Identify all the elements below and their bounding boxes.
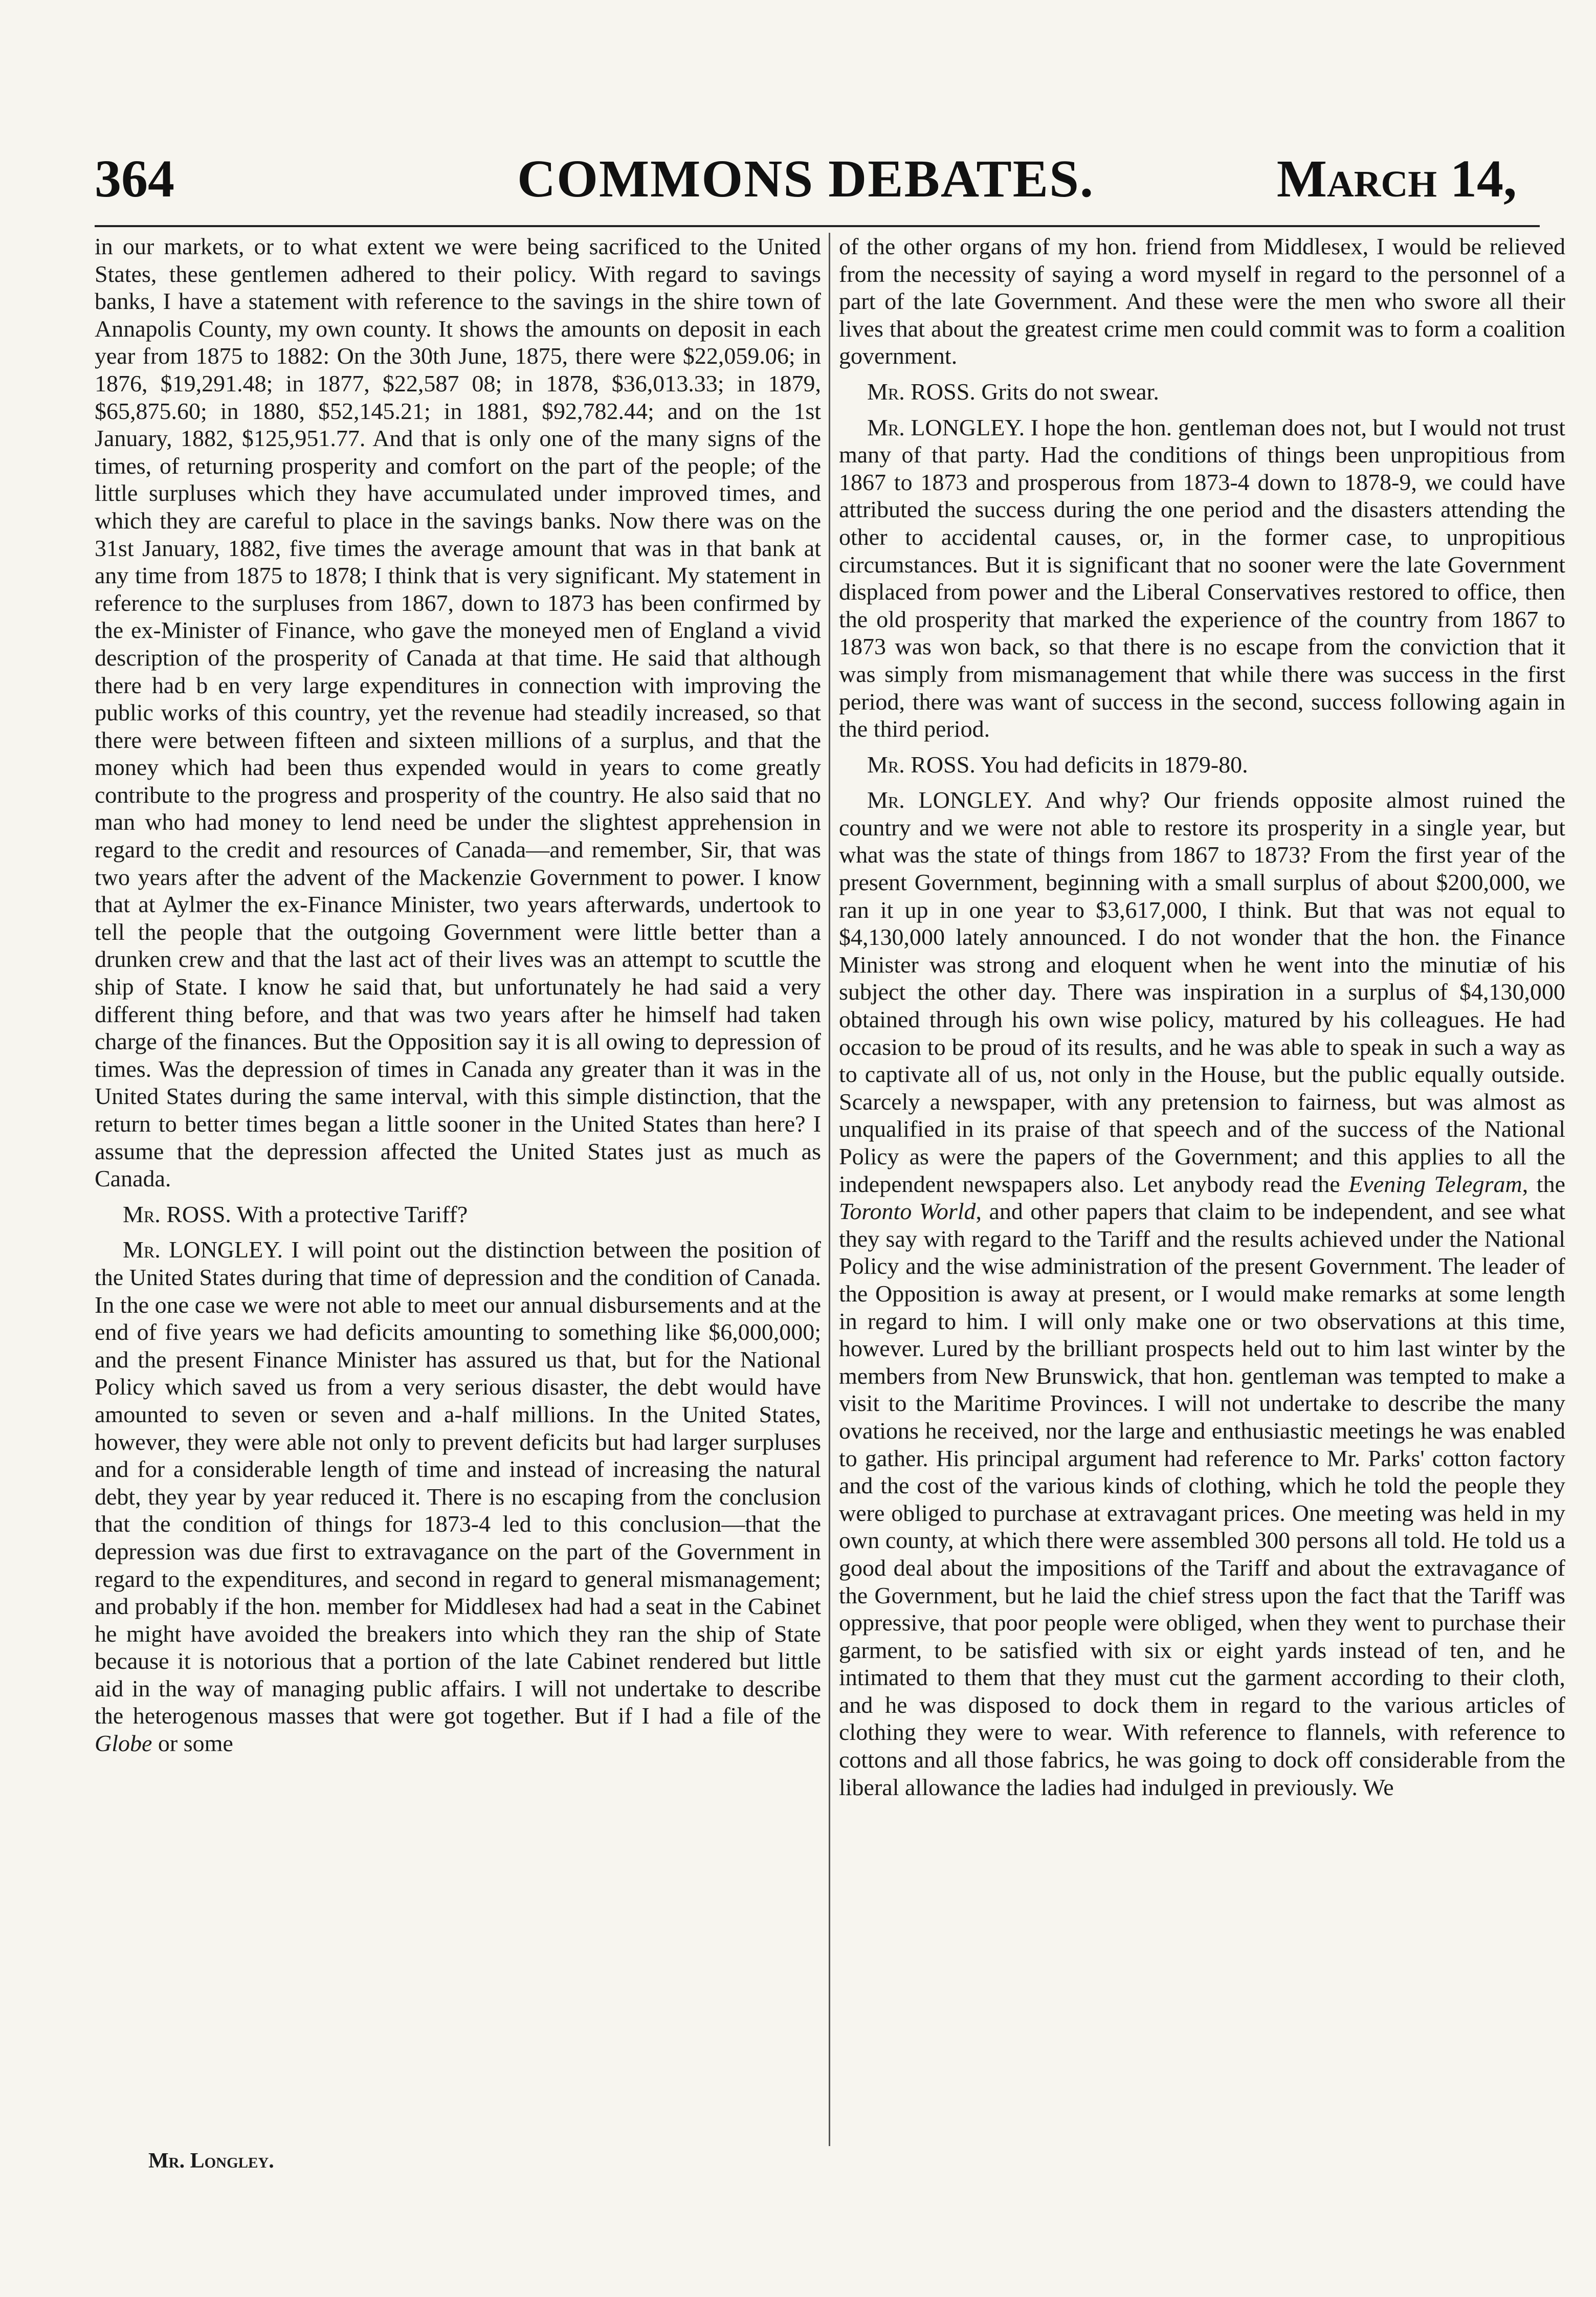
header-rule	[95, 225, 1540, 227]
right-column	[839, 233, 1565, 1801]
left-column	[95, 233, 821, 1757]
speech-text: , and other papers that claim to be independent, and see what they say with regard to the Tariff and the results achieved under the National Policy and the wise administration of the present Government. The leader of the Opposition is away at present, or I would make remarks at some length in regard to him. I will only make one or two observations at this time, however. Lured by the brilliant prospects held out to him last winter by the members from New Brunswick, that hon. gentleman was tempted to make a visit to the Maritime Provinces. I will not undertake to describe the many ovations he received, nor the large and enthusiastic meetings he was enabled to gather. His principal argument had reference to Mr. Parks' cotton factory and the cost of the various kinds of clothing, which he told the people they were obliged to purchase at extravagant prices. One meeting was held in my own county, at which there were assembled 300 persons all told. He told us a good deal about the impositions of the Tariff and about the extravagance of the Government, but he laid the chief stress upon the fact that the Tariff was oppressive, that poor people were obliged, when they went to purchase their garment, to be satisfied with six or eight yards instead of ten, and he intimated to them that they must cut the garment according to their cloth, and he was disposed to dock them in regard to the various articles of clothing they were to wear. With reference to flannels, with reference to cottons and all those fabrics, he was going to dock off considerable from the liberal allowance the ladies had indulged in previously. We	[839, 1198, 1565, 1800]
header-date: March 14,	[1276, 149, 1517, 208]
speech-text: Grits do not swear.	[975, 378, 1159, 405]
newspaper-title: Toronto World	[839, 1198, 976, 1225]
speech-text: or some	[152, 1730, 233, 1757]
speech-text: , the	[1522, 1170, 1566, 1197]
paragraph	[95, 1201, 821, 1228]
column-divider	[829, 233, 830, 2146]
paragraph: in our markets, or to what extent we were being sacrificed to the United States, these gentlemen adhered to their policy. With regard to savings banks, I have a statement with reference to the savings in the shire town of Annapolis County, my own county. It shows the amounts on deposit in each year from 1875 to 1882: On the 30th June, 1875, there were $22,059.06; in 1876, $19,291.48; in 1877, $22,587 08; in 1878, $36,013.33; in 1879, $65,875.60; in 1880, $52,145.21; in 1881, $92,782.44; and on the 1st January, 1882, $125,951.77. And that is only one of the many signs of the times, of returning prosperity and comfort on the part of the people; of the little surpluses which they have accumulated under improved times, and which they are careful to place in the savings banks. Now there was on the 31st January, 1882, five times the average amount that was in that bank at any time from 1875 to 1878; I think that is very significant. My statement in reference to the surpluses from 1867, down to 1873 has been confirmed by the ex-Minister of Finance, who gave the moneyed men of England a vivid description of the prosperity of Canada at that time. He said that although there had b en very large expenditures in connection with improving the public works of this country, yet the revenue had steadily increased, so that there were between fifteen and sixteen millions of a surplus, and that the money which had been thus expended would in years to come greatly contribute to the progress and prosperity of the country. He also said that no man who had money to lend need be under the slightest apprehension in regard to the credit and resources of Canada—and remember, Sir, that was two years after the advent of the Mackenzie Government to power. I know that at Aylmer the ex-Finance Minister, two years afterwards, undertook to tell the people that the outgoing Government were little better than a drunken crew and that the last act of their lives was an attempt to scuttle the ship of State. I know he said that, but unfortunately he had said a very different thing before, and that was two years after he himself had taken charge of the finances. But the Opposition say it is all owing to depression of times. Was the depression of times in Canada any greater than it was in the United States during the same interval, with this simple distinction, that the return to better times began a little sooner in the United States than here? I assume that the depression affected the United States just as much as Canada.	[95, 233, 821, 1192]
paragraph	[95, 1236, 821, 1757]
paragraph	[839, 786, 1565, 1801]
newspaper-title: Evening Telegram	[1348, 1170, 1522, 1197]
speaker-name: Mr. ROSS.	[867, 751, 976, 778]
page-header	[95, 148, 1517, 215]
speech-text: I hope the hon. gentleman does not, but I would not trust many of that party. Had the conditions of things been unpropitious from 1867 to 1873 and prosperous from 1873-4 down to 1878-9, we could have attributed the success during the one period and the disasters attending the other to accidental causes, or, in the former case, to unpropitious circumstances. But it is significant that no sooner were the late Government displaced from power and the Liberal Conservatives restored to office, then the old prosperity that marked the experience of the country from 1867 to 1873 was won back, so that there is no escape from the conviction that it was simply from mismanagement that while there was success in the first period, there was want of success in the second, success following again in the third period.	[839, 414, 1565, 742]
speech-text: With a protective Tariff?	[231, 1201, 468, 1227]
speaker-name: Mr. LONGLEY.	[867, 787, 1033, 813]
paragraph: of the other organs of my hon. friend from Middlesex, I would be relieved from the necessity of saying a word myself in regard to the personnel of a part of the late Government. And these were the men who swore all their lives that about the greatest crime men could commit was to form a coalition government.	[839, 233, 1565, 369]
speech-text: You had deficits in 1879-80.	[975, 751, 1248, 778]
speaker-name: Mr. LONGLEY.	[123, 1236, 283, 1263]
speaker-name: Mr. LONGLEY.	[867, 414, 1025, 440]
paragraph	[839, 378, 1565, 406]
paragraph	[839, 414, 1565, 743]
footer-speaker: Mr. Longley.	[148, 2149, 274, 2173]
speech-text: And why? Our friends opposite almost ruined the country and we were not able to restore its prosperity in a single year, but what was the state of things from 1867 to 1873? From the first year of the present Government, beginning with a small surplus of about $200,000, we ran it up in one year to $3,617,000, I think. But that was not equal to $4,130,000 lately announced. I do not wonder that the hon. the Finance Minister was strong and eloquent when he went into the minutiæ of his subject the other day. There was inspiration in a surplus of $4,130,000 obtained through his own wise policy, matured by his colleagues. He had occasion to be proud of its results, and he was able to speak in such a way as to captivate all of us, not only in the House, but the public equally outside. Scarcely a newspaper, with any pretension to fairness, but was almost as unqualified in its praise of that speech and of the success of the National Policy as were the papers of the Government; and this applies to all the independent newspapers also. Let anybody read the	[839, 787, 1565, 1197]
page-number: 364	[95, 149, 174, 208]
speech-text: I will point out the distinction between the position of the United States during that time of depression and the condition of Canada. In the one case we were not able to meet our annual disbursements and at the end of five years we had deficits amounting to something like $6,000,000; and the present Finance Minister has assured us that, but for the National Policy which saved us from a very serious disaster, the debt would have amounted to seven or seven and a-half millions. In the United States, however, they were able not only to prevent deficits but had larger surpluses and for a considerable length of time and instead of increasing the natural debt, they year by year reduced it. There is no escaping from the conclusion that the condition of things for 1873-4 led to this conclusion—that the depression was due first to extravagance on the part of the Government in regard to the expenditures, and second in regard to general mismanagement; and probably if the hon. member for Middlesex had had a seat in the Cabinet he might have avoided the breakers into which they ran the ship of State because it is notorious that a portion of the late Cabinet rendered but little aid in the way of managing public affairs. I will not undertake to describe the heterogenous masses that were got together. But if I had a file of the	[95, 1236, 821, 1729]
paragraph	[839, 751, 1565, 779]
publication-title: COMMONS DEBATES.	[517, 149, 1094, 208]
speaker-name: Mr. ROSS.	[123, 1201, 231, 1227]
speaker-name: Mr. ROSS.	[867, 378, 976, 405]
newspaper-title: Globe	[95, 1730, 152, 1757]
